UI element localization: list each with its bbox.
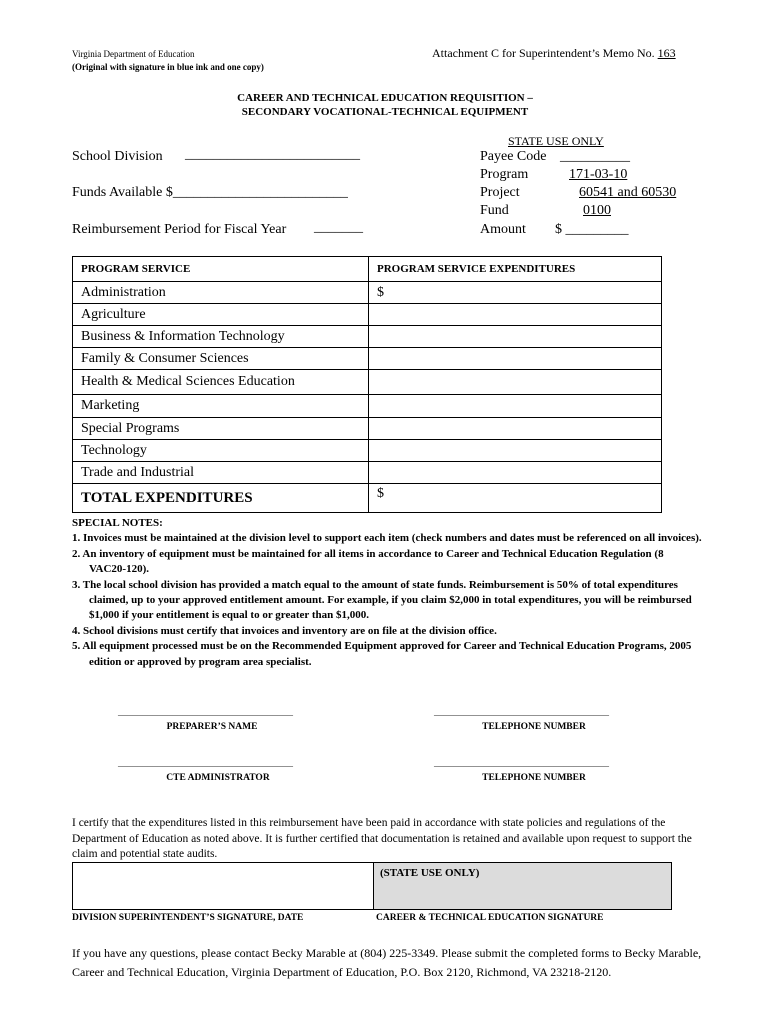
school-division-label: School Division (72, 149, 163, 164)
service-name: Agriculture (73, 304, 369, 326)
service-name: Trade and Industrial (73, 462, 369, 484)
agency-name: Virginia Department of Education (72, 49, 195, 59)
attachment-label: Attachment C for Superintendent’s Memo No. (432, 46, 655, 60)
telephone-label-1: TELEPHONE NUMBER (482, 722, 586, 732)
amount-value[interactable]: $ _________ (555, 222, 629, 237)
col-expenditures: PROGRAM SERVICE EXPENDITURES (369, 257, 662, 282)
service-name: Technology (73, 440, 369, 462)
cte-signature-area[interactable] (374, 863, 671, 909)
program-service-table (72, 256, 662, 513)
table-row (73, 418, 662, 440)
expenditure-cell[interactable] (369, 348, 662, 370)
note-item: 4. School divisions must certify that invoices and inventory are on file at the division office. (72, 624, 497, 637)
superintendent-signature-area[interactable] (73, 863, 374, 909)
program-label: Program (480, 167, 529, 182)
fiscal-year-field[interactable]: _______ (314, 220, 363, 235)
expenditure-cell[interactable] (369, 440, 662, 462)
fund-value: 0100 (583, 203, 611, 218)
project-label: Project (480, 185, 520, 200)
special-notes-heading: SPECIAL NOTES: (72, 517, 163, 529)
expenditure-cell[interactable]: $ (369, 282, 662, 304)
total-label: TOTAL EXPENDITURES (73, 484, 369, 513)
service-name: Administration (73, 282, 369, 304)
amount-label: Amount (480, 222, 526, 237)
table-row (73, 440, 662, 462)
signature-box (72, 862, 672, 910)
form-title-line2: SECONDARY VOCATIONAL-TECHNICAL EQUIPMENT (241, 106, 529, 118)
contact-info: If you have any questions, please contact Becky Marable at (804) 225-3349. Please submit the completed forms to Becky Marable, Career and Technical Education, Virginia Department of Education, P.O. Box 2120, Richmond, VA 23218-2120. (72, 946, 702, 979)
table-row (73, 395, 662, 418)
attachment-header (432, 46, 676, 61)
form-title-line1: CAREER AND TECHNICAL EDUCATION REQUISITION – (237, 92, 533, 104)
col-program-service: PROGRAM SERVICE (73, 257, 369, 282)
note-item: 3. The local school division has provided a match equal to the amount of state funds. Reimbursement is 50% of total expenditures claimed, up to your approved entitlement amount. For example, if you claim $2,000 in total expenditures, you will be reimbursed $1,000 if your entitlement is equal to or greater than $1,000. (72, 578, 692, 622)
table-row (73, 326, 662, 348)
telephone-label-2: TELEPHONE NUMBER (482, 773, 586, 783)
expenditure-cell[interactable] (369, 370, 662, 395)
expenditure-cell[interactable] (369, 418, 662, 440)
service-name: Family & Consumer Sciences (73, 348, 369, 370)
fund-label: Fund (480, 203, 509, 218)
superintendent-signature-label: DIVISION SUPERINTENDENT’S SIGNATURE, DATE (72, 913, 304, 923)
note-item: 2. An inventory of equipment must be maintained for all items in accordance to Career and Technical Education Regulation (8 VAC20-120). (72, 547, 664, 576)
state-use-heading: STATE USE ONLY (508, 134, 604, 148)
note-item: 1. Invoices must be maintained at the division level to support each item (check numbers and dates must be referenced on all invoices). (72, 532, 702, 545)
certification-text: I certify that the expenditures listed in this reimbursement have been paid in accordance with state policies and regulations of the Department of Education as noted above. It is further certified that documentation is retained and available upon request to support the claim and potential state audits. (72, 817, 692, 860)
expenditure-cell[interactable] (369, 462, 662, 484)
service-name: Marketing (73, 395, 369, 418)
table-row (73, 462, 662, 484)
school-division-field[interactable]: _________________________ (185, 147, 360, 162)
service-name: Health & Medical Sciences Education (73, 370, 369, 395)
original-note: (Original with signature in blue ink and one copy) (72, 62, 264, 72)
memo-number: 163 (657, 46, 676, 60)
cte-signature-label: CAREER & TECHNICAL EDUCATION SIGNATURE (376, 913, 604, 923)
total-row (73, 484, 662, 513)
cte-admin-signature-line[interactable]: ___________________________________ (118, 757, 293, 768)
service-name: Business & Information Technology (73, 326, 369, 348)
funds-available-field[interactable]: Funds Available $_________________________ (72, 185, 348, 200)
note-item: 5. All equipment processed must be on the Recommended Equipment approved for Career and Technical Education Programs, 2005 edition or approved by program area specialist. (72, 640, 692, 668)
table-row (73, 304, 662, 326)
preparer-name-label: PREPARER’S NAME (166, 722, 258, 732)
service-name: Special Programs (73, 418, 369, 440)
reimbursement-period-label: Reimbursement Period for Fiscal Year (72, 222, 287, 237)
project-value: 60541 and 60530 (579, 185, 677, 200)
payee-code-value[interactable]: __________ (560, 149, 630, 164)
table-row (73, 370, 662, 395)
preparer-signature-line[interactable]: ___________________________________ (118, 706, 293, 717)
expenditure-cell[interactable] (369, 395, 662, 418)
payee-code-label: Payee Code (480, 149, 547, 164)
program-value: 171-03-10 (569, 167, 628, 182)
expenditure-cell[interactable] (369, 304, 662, 326)
table-row (73, 282, 662, 304)
table-row (73, 348, 662, 370)
state-use-only-label: (STATE USE ONLY) (380, 867, 480, 879)
total-expenditure-cell[interactable]: $ (369, 484, 662, 513)
table-header-row (73, 257, 662, 282)
special-notes (72, 516, 702, 670)
cte-admin-telephone-line[interactable]: ___________________________________ (434, 757, 609, 768)
preparer-telephone-line[interactable]: ___________________________________ (434, 706, 609, 717)
expenditure-cell[interactable] (369, 326, 662, 348)
cte-admin-label: CTE ADMINISTRATOR (166, 773, 270, 783)
